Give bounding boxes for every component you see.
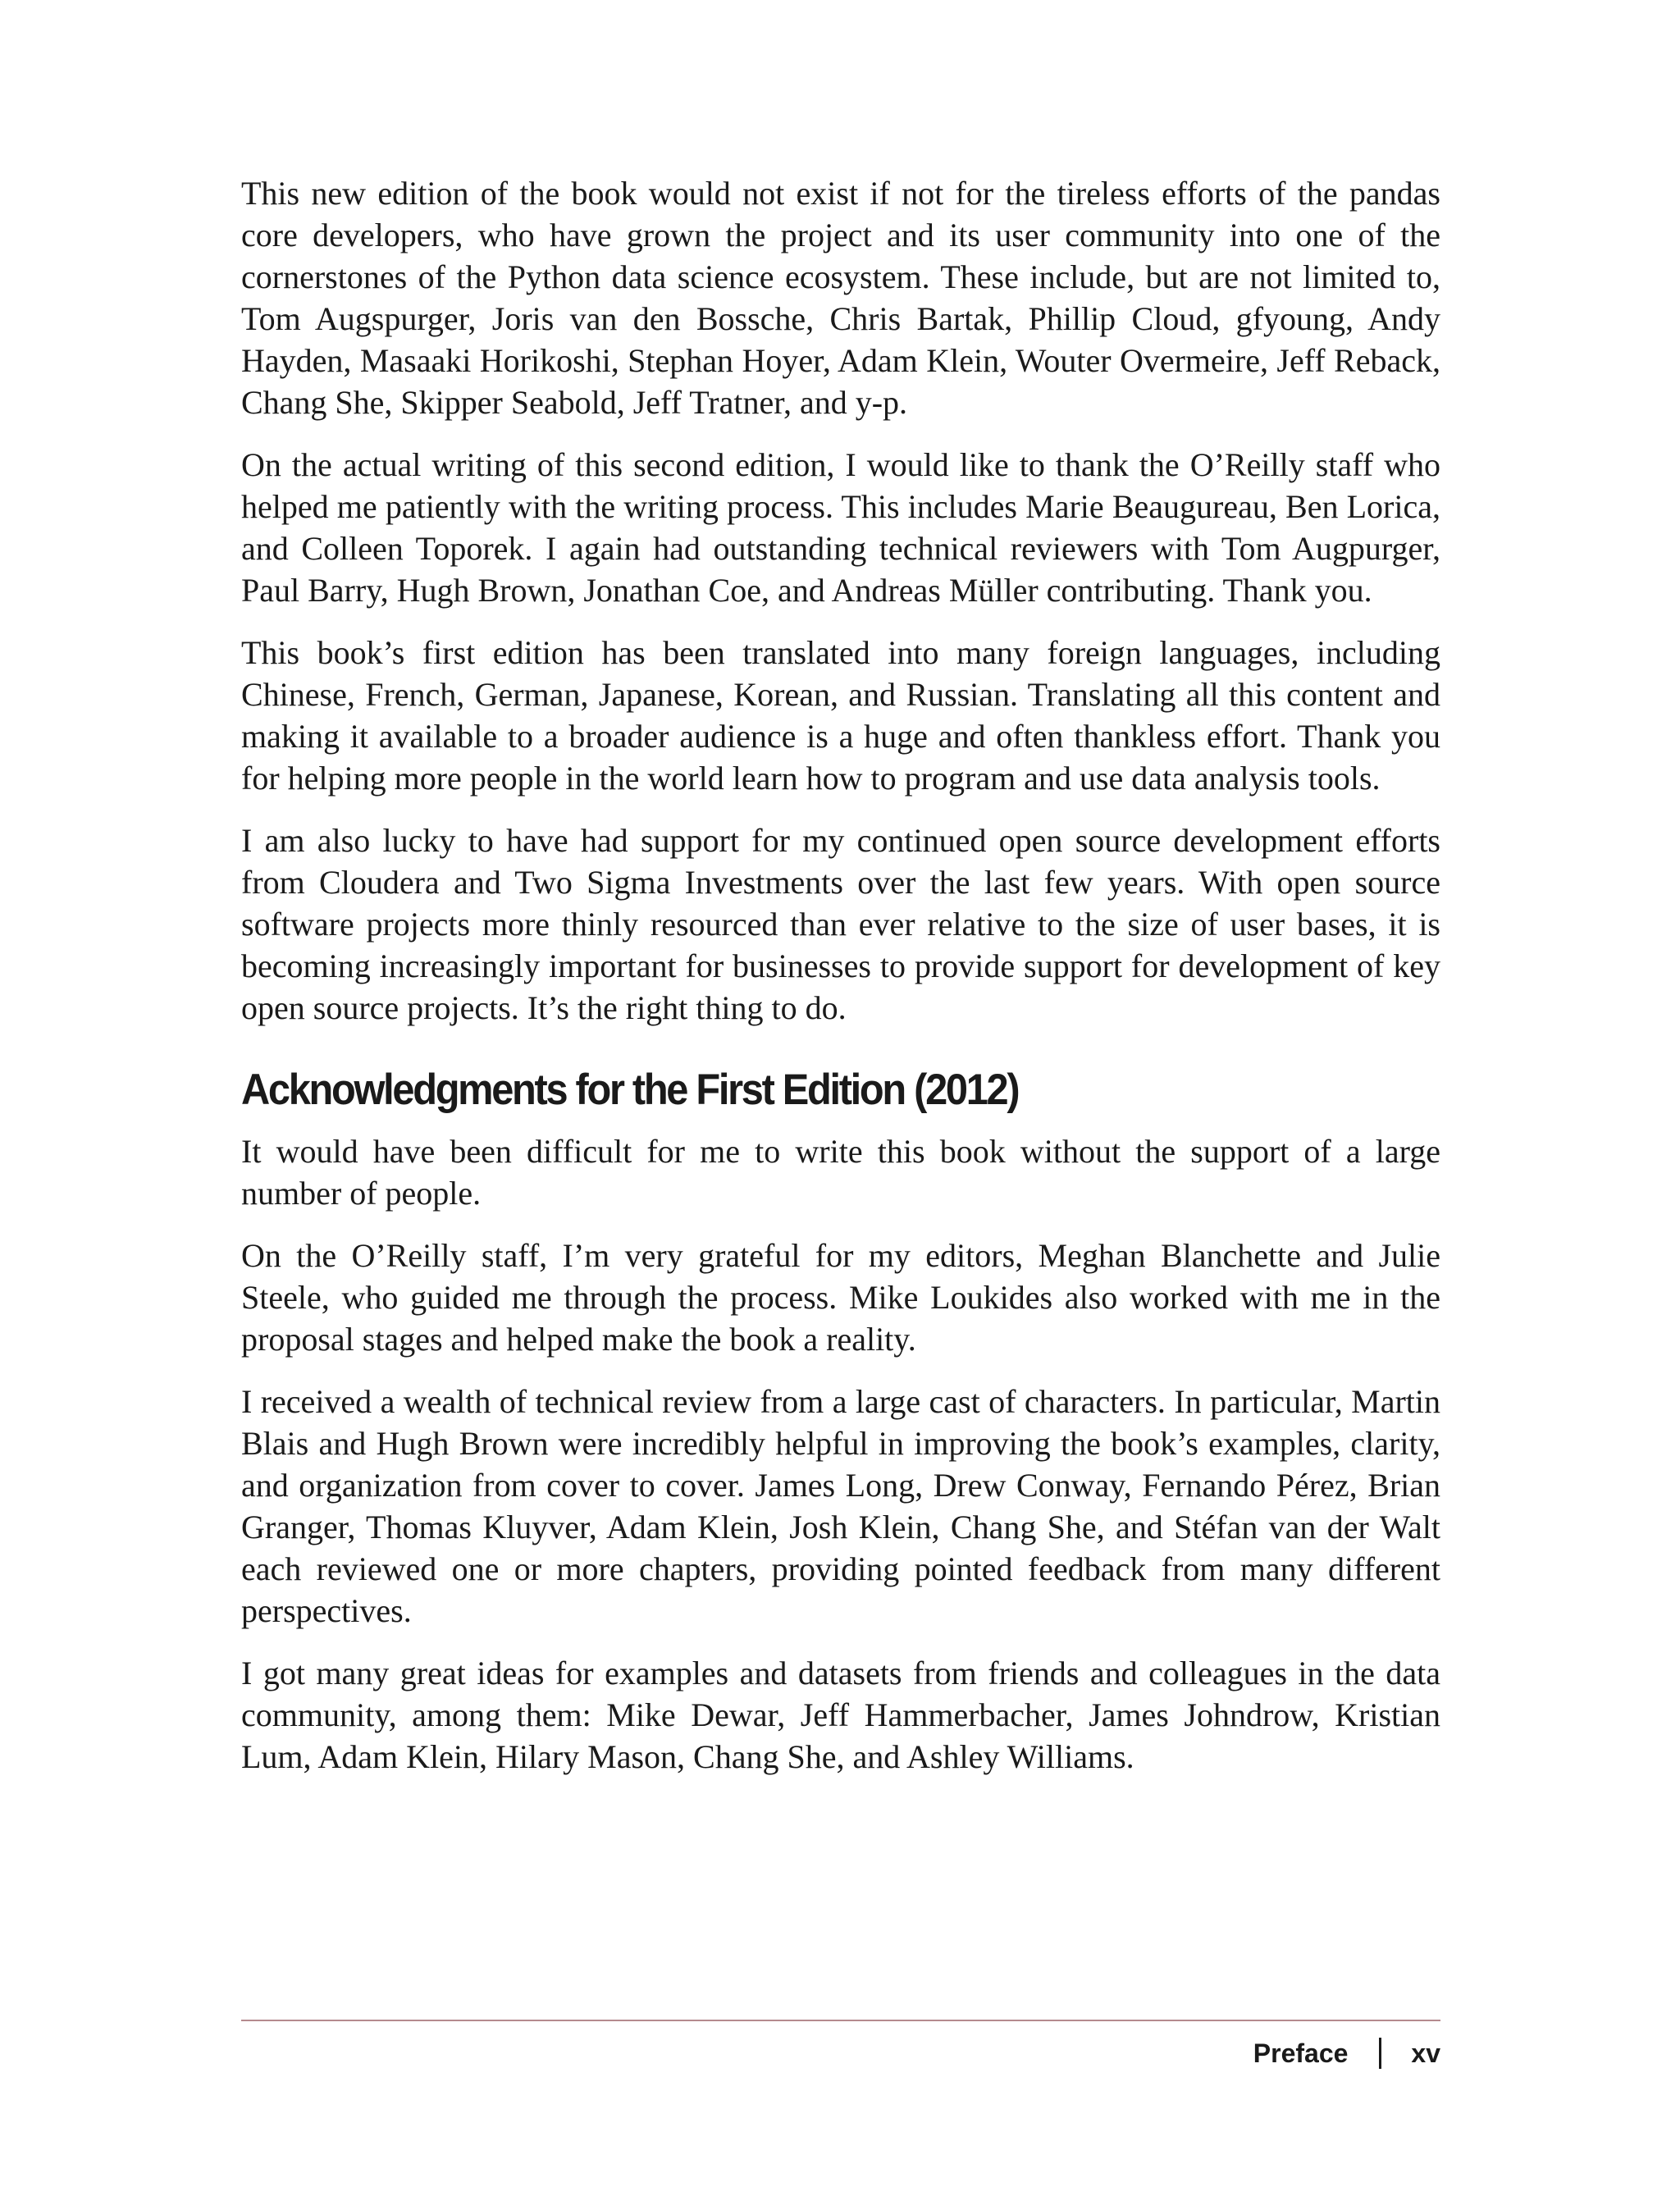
paragraph-second-edition-staff: On the actual writing of this second edition, I would like to thank the O’Reilly staff who helped me patiently with the writing process. This includes Marie Beaugureau, Ben Lorica, and Colleen Toporek. I again had outstanding technical reviewers with Tom Augpurger, Paul Barry, Hugh Brown, Jonathan Coe, and Andreas Müller contributing. Thank you. xyxy=(241,446,1440,609)
page-body xyxy=(241,172,1440,1798)
paragraph-support: It would have been difficult for me to write this book without the support of a large number of people. xyxy=(241,1133,1440,1212)
footer-separator xyxy=(1379,2038,1381,2069)
paragraph-editors: On the O’Reilly staff, I’m very grateful for my editors, Meghan Blanchette and Julie Steele, who guided me through the process. Mike Loukides also worked with me in the proposal stages and helped make the book a reality. xyxy=(241,1237,1440,1358)
paragraph-data-community: I got many great ideas for examples and datasets from friends and colleagues in the data community, among them: Mike Dewar, Jeff Hammerbacher, James Johndrow, Kristian Lum, Adam Klein, Hilary Mason, Chang She, and Ashley Williams. xyxy=(241,1655,1440,1775)
paragraph-technical-review: I received a wealth of technical review from a large cast of characters. In particular, Martin Blais and Hugh Brown were incredibly helpful in improving the book’s examples, clarity, and organization from cover to cover. James Long, Drew Conway, Fernando Pérez, Brian Granger, Thomas Kluyver, Adam Klein, Josh Klein, Chang She, and Stéfan van der Walt each reviewed one or more chapters, providing pointed feedback from many different perspectives. xyxy=(241,1383,1440,1629)
section-heading: Acknowledgments for the First Edition (2012) xyxy=(241,1066,1019,1114)
paragraph-open-source-support: I am also lucky to have had support for my continued open source development efforts from Cloudera and Two Sigma Investments over the last few years. With open source software projects more thinly resourced than ever relative to the size of user bases, it is becoming increasingly important for businesses to provide support for development of key open source projects. It’s the right thing to do. xyxy=(241,822,1440,1026)
footer-section-label: Preface xyxy=(1253,2038,1349,2068)
paragraph-core-developers: This new edition of the book would not exist if not for the tireless efforts of the pandas core developers, who have grown the project and its user community into one of the cornerstones of the Python data science ecosystem. These include, but are not limited to, Tom Augspurger, Joris van den Bossche, Chris Bartak, Phillip Cloud, gfyoung, Andy Hayden, Masaaki Horikoshi, Stephan Hoyer, Adam Klein, Wouter Overmeire, Jeff Reback, Chang She, Skipper Seabold, Jeff Tratner, and y-p. xyxy=(241,175,1440,421)
footer-divider xyxy=(241,2020,1440,2021)
page-number: xv xyxy=(1411,2038,1440,2068)
paragraph-translations: This book’s first edition has been translated into many foreign languages, including Chinese, French, German, Japanese, Korean, and Russian. Translating all this content and making it available to a broader audience is a huge and often thankless effort. Thank you for helping more people in the world learn how to program and use data analysis tools. xyxy=(241,634,1440,797)
page-footer xyxy=(1253,2033,1440,2074)
